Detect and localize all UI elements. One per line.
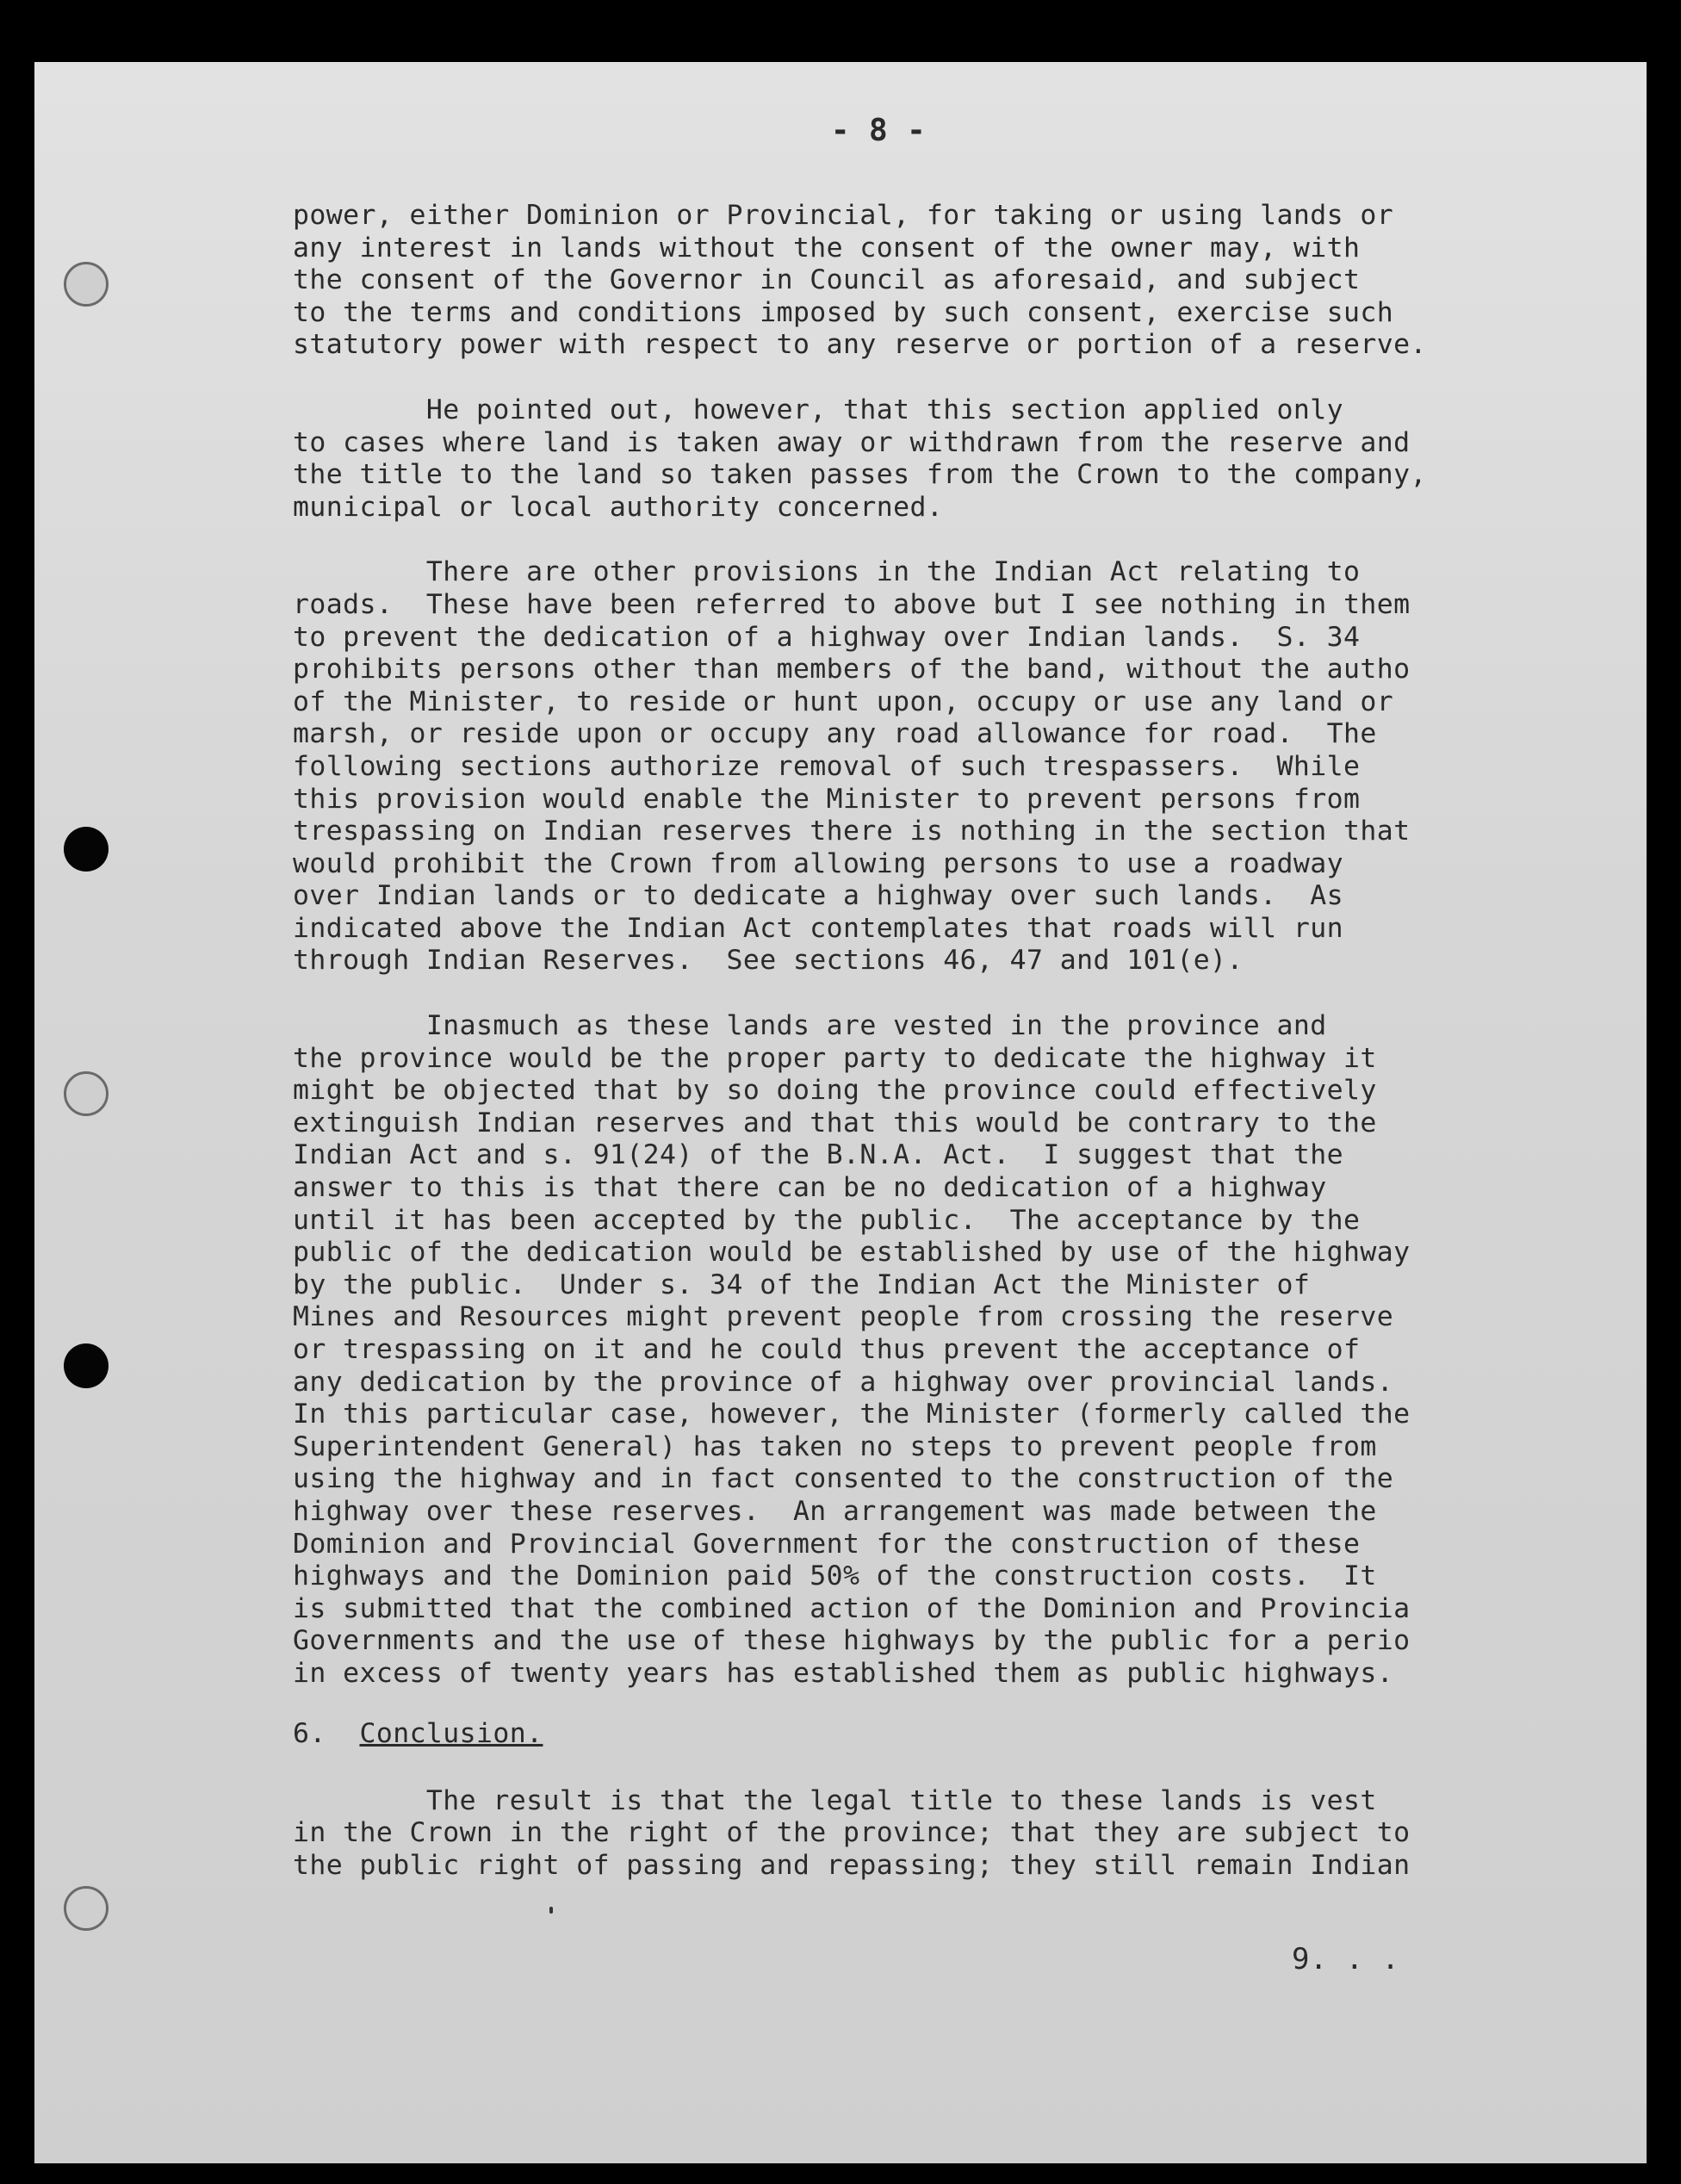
text-line: to the terms and conditions imposed by such consent, exercise such	[293, 296, 1394, 328]
section-number: 6.	[293, 1717, 326, 1749]
text-line: He pointed out, however, that this section applied only	[293, 394, 1343, 425]
text-line: Inasmuch as these lands are vested in the province and	[293, 1010, 1327, 1042]
paragraph-statutory-power	[293, 200, 1628, 362]
text-line: until it has been accepted by the public. The acceptance by the	[293, 1204, 1361, 1236]
text-line: might be objected that by so doing the province could effectively	[293, 1075, 1377, 1107]
text-line: would prohibit the Crown from allowing persons to use a roadway	[293, 847, 1343, 879]
text-line: over Indian lands or to dedicate a highway over such lands. As	[293, 880, 1343, 912]
text-line: to cases where land is taken away or withdrawn from the reserve and	[293, 426, 1411, 458]
punch-hole-open	[64, 1886, 109, 1931]
text-line: the consent of the Governor in Council as aforesaid, and subject	[293, 264, 1361, 296]
text-line: Indian Act and s. 91(24) of the B.N.A. Act. I suggest that the	[293, 1139, 1343, 1171]
text-line: extinguish Indian reserves and that this would be contrary to the	[293, 1107, 1377, 1139]
page-number: - 8 -	[830, 113, 927, 148]
text-line: this provision would enable the Minister to prevent persons from	[293, 783, 1361, 815]
text-line: the public right of passing and repassing; they still remain Indian	[293, 1849, 1411, 1881]
text-line: statutory power with respect to any reserve or portion of a reserve.	[293, 329, 1427, 361]
punch-hole-filled	[64, 827, 109, 872]
paragraph-inasmuch	[293, 1010, 1628, 1690]
text-line: by the public. Under s. 34 of the Indian Act the Minister of	[293, 1269, 1311, 1300]
continued-page-marker: 9. . .	[1292, 1942, 1400, 1977]
text-line: municipal or local authority concerned.	[293, 491, 944, 523]
text-line: any dedication by the province of a highway over provincial lands.	[293, 1366, 1394, 1398]
text-line: to prevent the dedication of a highway over Indian lands. S. 34	[293, 621, 1361, 653]
punch-hole-open	[64, 262, 109, 307]
typed-text-body	[293, 114, 1628, 1976]
text-line: trespassing on Indian reserves there is nothing in the section that	[293, 816, 1411, 847]
paragraph-section-applied	[293, 394, 1628, 524]
text-line: Mines and Resources might prevent people from crossing the reserve	[293, 1301, 1394, 1333]
text-line: or trespassing on it and he could thus prevent the acceptance of	[293, 1334, 1361, 1365]
text-line: in excess of twenty years has established them as public highways.	[293, 1657, 1394, 1689]
text-line: power, either Dominion or Provincial, for taking or using lands or	[293, 200, 1394, 231]
text-line: of the Minister, to reside or hunt upon, occupy or use any land or	[293, 686, 1394, 717]
text-line: indicated above the Indian Act contemplates that roads will run	[293, 912, 1343, 944]
text-line: highways and the Dominion paid 50% of the construction costs. It	[293, 1560, 1377, 1592]
punch-hole-open	[64, 1071, 109, 1116]
text-line: public of the dedication would be established by use of the highway	[293, 1237, 1411, 1269]
text-line: following sections authorize removal of such trespassers. While	[293, 750, 1361, 782]
punch-hole-filled	[64, 1343, 109, 1388]
text-line: using the highway and in fact consented to the construction of the	[293, 1463, 1394, 1495]
text-line: prohibits persons other than members of the band, without the autho	[293, 654, 1411, 686]
text-line: Governments and the use of these highways by the public for a perio	[293, 1625, 1411, 1657]
text-line: There are other provisions in the Indian Act relating to	[293, 556, 1361, 588]
paragraph-other-provisions	[293, 556, 1628, 977]
text-line: through Indian Reserves. See sections 46, 47 and 101(e).	[293, 945, 1244, 977]
section-heading	[293, 1716, 1628, 1751]
text-line: the title to the land so taken passes from the Crown to the company,	[293, 459, 1427, 491]
text-line: The result is that the legal title to these lands is vest	[293, 1784, 1377, 1816]
text-line: roads. These have been referred to above but I see nothing in them	[293, 588, 1411, 620]
text-line: marsh, or reside upon or occupy any road allowance for road. The	[293, 718, 1377, 750]
text-line: is submitted that the combined action of the Dominion and Provincia	[293, 1592, 1411, 1624]
text-line: in the Crown in the right of the province; that they are subject to	[293, 1817, 1411, 1849]
document-page	[34, 62, 1647, 2163]
text-line: In this particular case, however, the Minister (formerly called the	[293, 1399, 1411, 1430]
section-title: Conclusion.	[359, 1717, 543, 1749]
text-line: any interest in lands without the consent of the owner may, with	[293, 232, 1361, 264]
text-line: highway over these reserves. An arrangement was made between the	[293, 1495, 1377, 1527]
paragraph-conclusion	[293, 1785, 1628, 1883]
text-line: Dominion and Provincial Government for the construction of these	[293, 1528, 1361, 1560]
text-line: answer to this is that there can be no dedication of a highway	[293, 1172, 1327, 1204]
text-line: the province would be the proper party to dedicate the highway it	[293, 1042, 1377, 1074]
text-line: Superintendent General) has taken no steps to prevent people from	[293, 1430, 1377, 1462]
